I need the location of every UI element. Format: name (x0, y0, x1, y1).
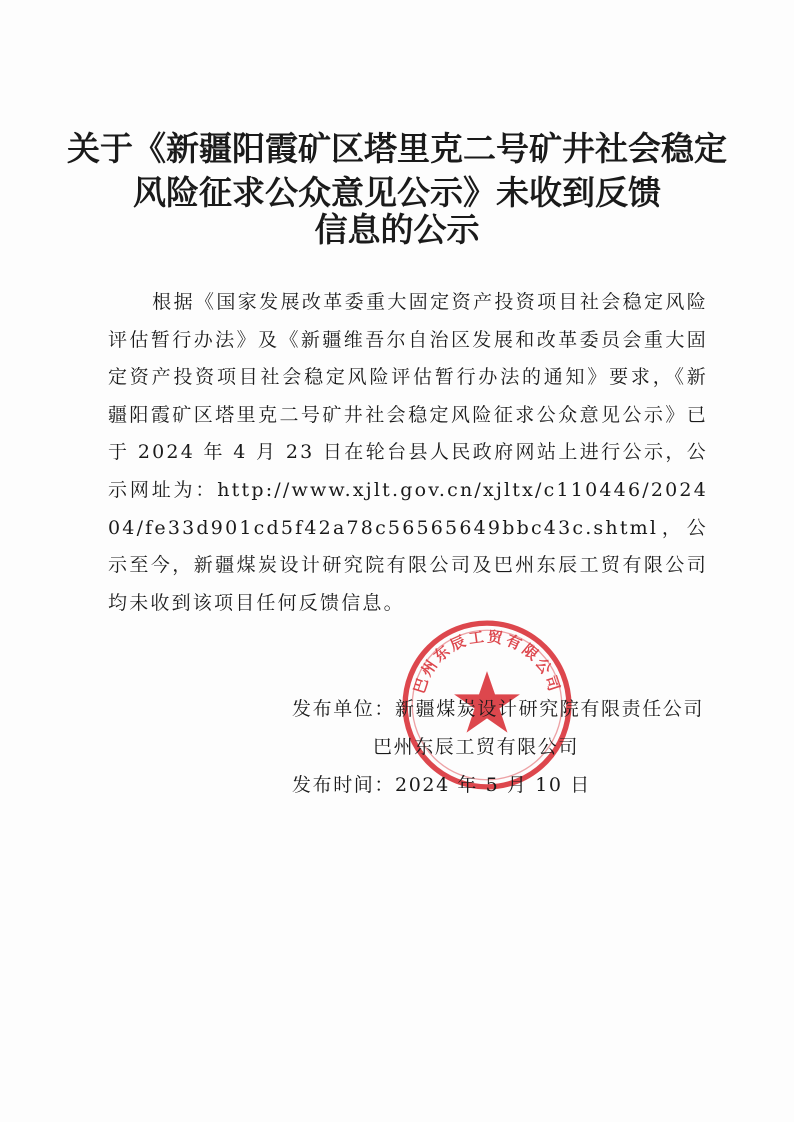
publish-date: 发布时间：2024 年 5 月 10 日 (292, 774, 591, 796)
body-text: 根据《国家发展改革委重大固定资产投资项目社会稳定风险评估暂行办法》及《新疆维吾尔自治区发展和改革委员会重大固定资产投资项目社会稳定风险评估暂行办法的通知》要求，《新疆阳霞矿区塔里克二号矿井社会稳定风险征求公众意见公示》已于 2024 年 4 月 23 日在轮台县人民政府网站上进行公示，公示网址为：http://www.xjlt.gov.cn/xjltx/c110446/202404/fe33d901cd5f42a78c56565649bbc43c.shtml，公示至今，新疆煤炭设计研究院有限公司及巴州东辰工贸有限公司均未收到该项目任何反馈信息。 (108, 291, 708, 614)
document-title-line-1: 关于《新疆阳霞矿区塔里克二号矿井社会稳定 (67, 129, 727, 168)
document-title-line-3: 信息的公示 (314, 210, 480, 249)
seal-text: 巴州东辰工贸有限公司 (410, 627, 564, 696)
publisher-line-2: 巴州东辰工贸有限公司 (373, 736, 580, 758)
publisher-line: 发布单位：新疆煤炭设计研究院有限责任公司 (292, 698, 705, 720)
document-title-line-2: 风险征求公众意见公示》未收到反馈 (133, 173, 661, 212)
document-body (108, 284, 708, 622)
